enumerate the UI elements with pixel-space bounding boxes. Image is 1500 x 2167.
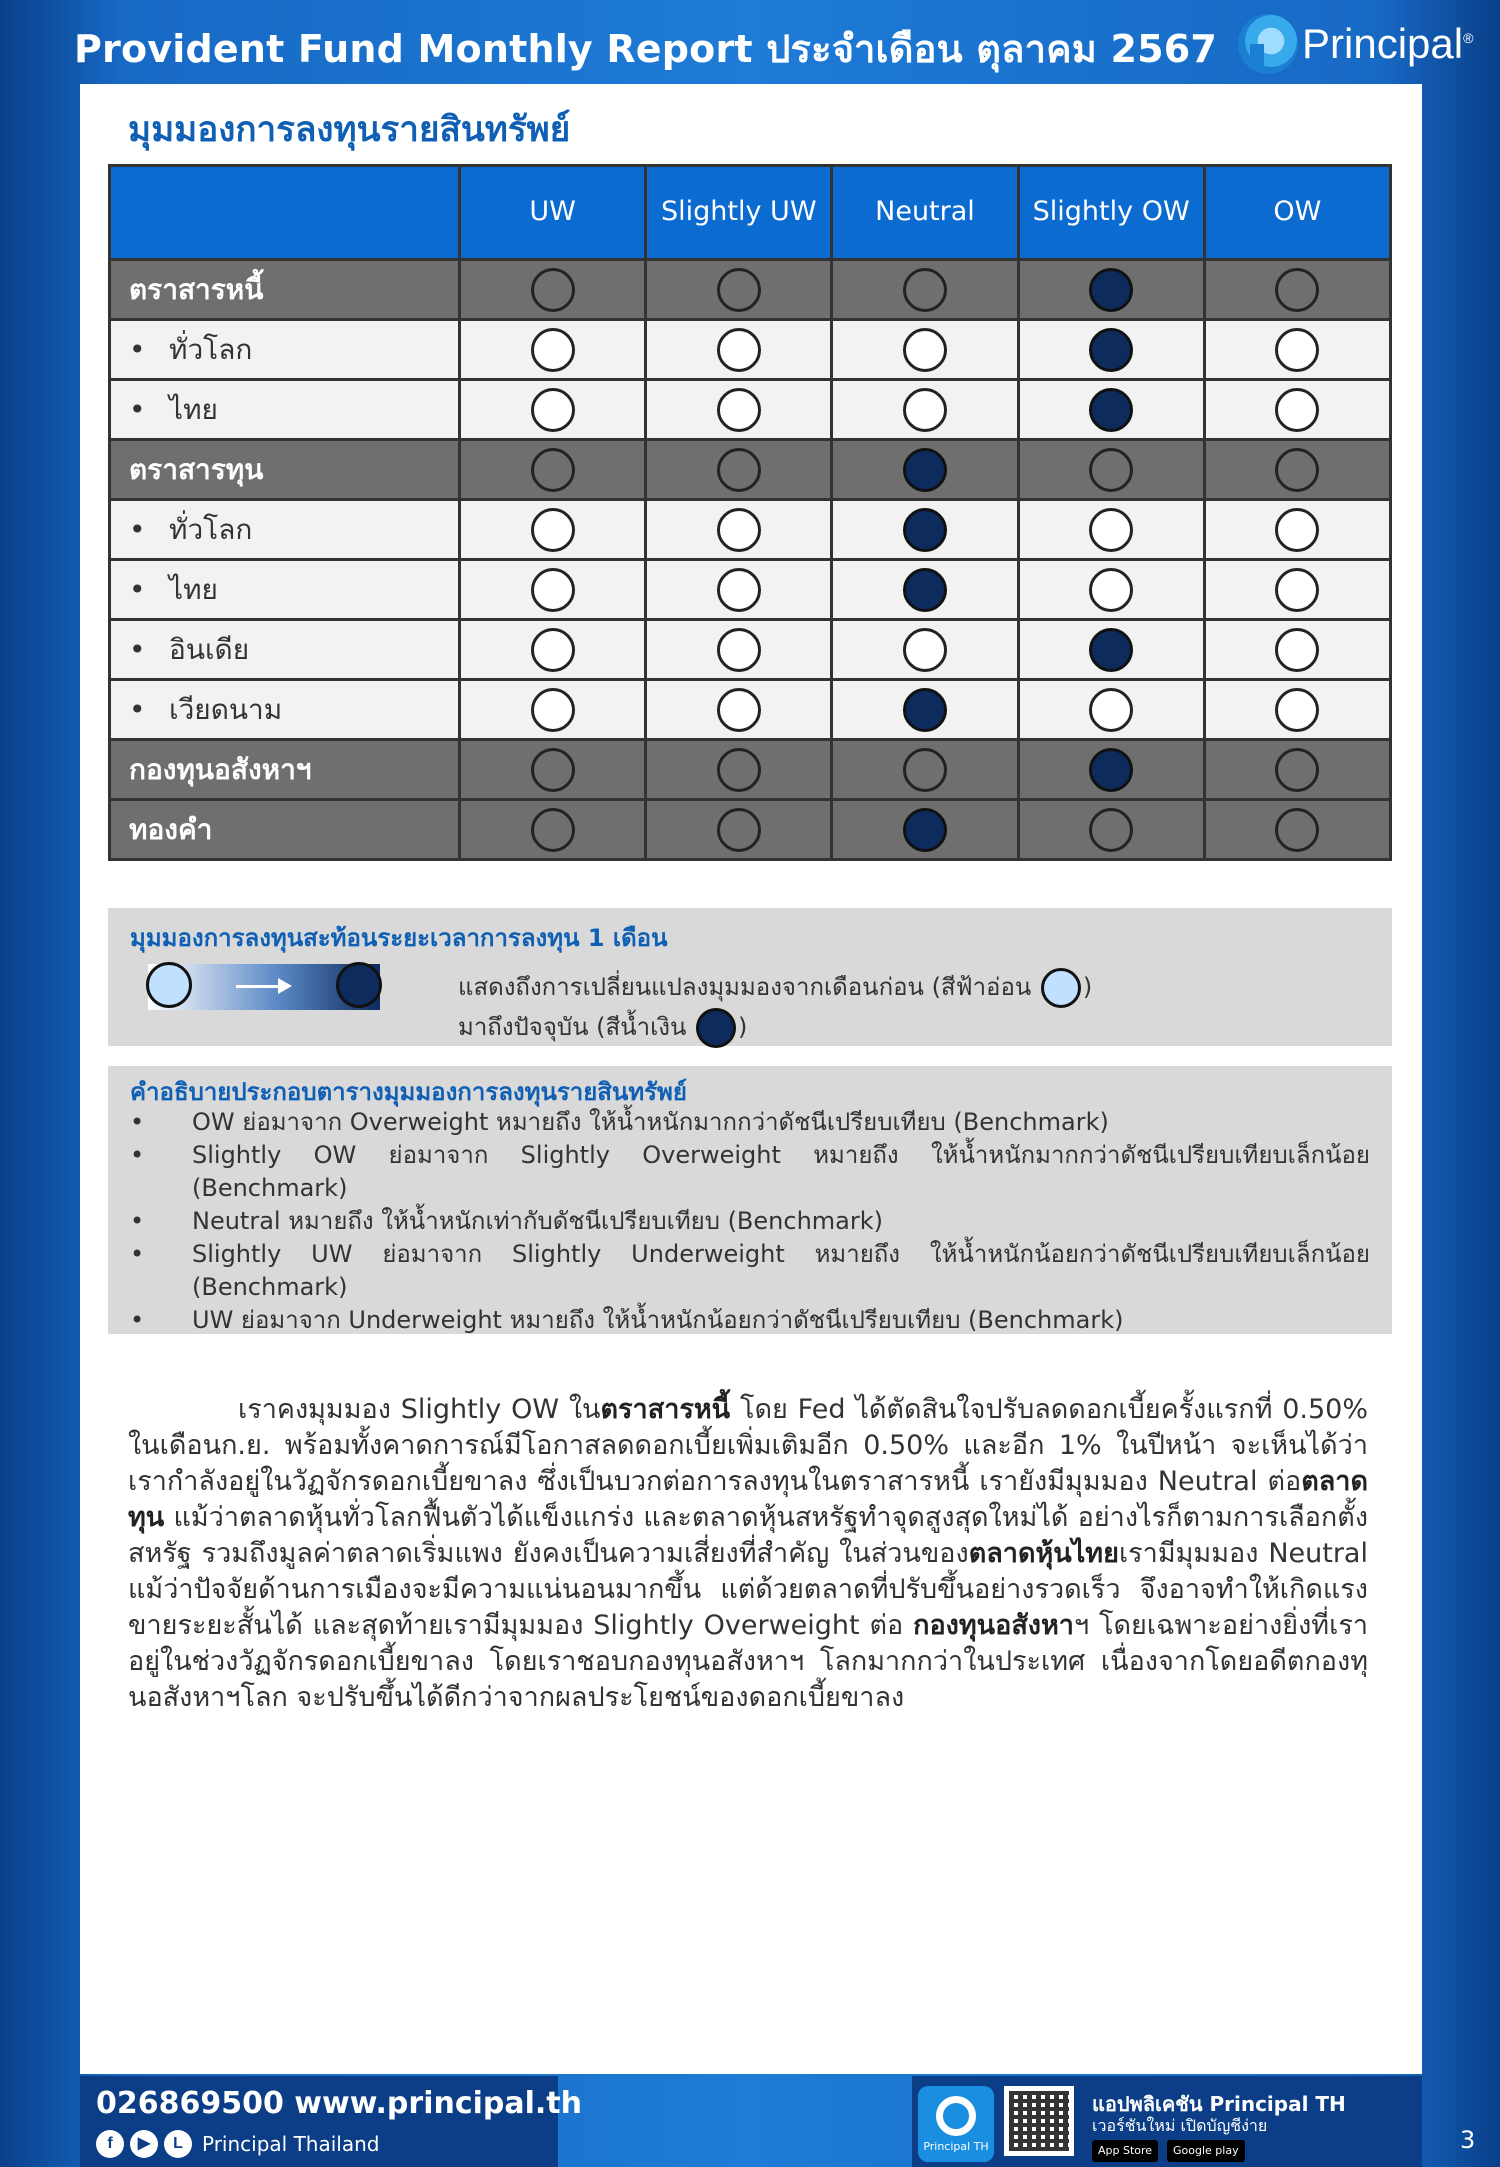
view-dot-icon bbox=[1089, 448, 1133, 492]
view-dot-icon bbox=[717, 508, 761, 552]
view-dot-icon bbox=[531, 388, 575, 432]
row-label: ตราสารทุน bbox=[110, 440, 460, 500]
view-cell bbox=[832, 680, 1018, 740]
col-slightly-ow: Slightly OW bbox=[1018, 166, 1204, 260]
view-dot-icon bbox=[903, 628, 947, 672]
view-dot-icon bbox=[717, 448, 761, 492]
row-label: กองทุนอสังหาฯ bbox=[110, 740, 460, 800]
definition-item: • Slightly UW ย่อมาจาก Slightly Underweight หมายถึง ให้น้ำหนักน้อยกว่าดัชนีเปรียบเทียบเล็กน้อย (Benchmark) bbox=[130, 1238, 1370, 1304]
view-dot-icon bbox=[1089, 808, 1133, 852]
report-page bbox=[80, 84, 1422, 2074]
view-cell bbox=[460, 500, 646, 560]
view-cell bbox=[832, 740, 1018, 800]
view-cell bbox=[646, 500, 832, 560]
view-dot-icon bbox=[531, 268, 575, 312]
row-label: • ทั่วโลก bbox=[110, 320, 460, 380]
view-dot-icon bbox=[717, 808, 761, 852]
view-dot-icon bbox=[717, 268, 761, 312]
commentary-paragraph: เราคงมุมมอง Slightly OW ในตราสารหนี้ โดย Fed ได้ตัดสินใจปรับลดดอกเบี้ยครั้งแรกที่ 0.50% ในเดือนก.ย. พร้อมทั้งคาดการณ์มีโอกาสลดดอกเบี้ยเพิ่มเติมอีก 0.50% และอีก 1% ในปีหน้า จะเห็นได้ว่าเรากำลังอยู่ในวัฏจักรดอกเบี้ยขาลง ซึ่งเป็นบวกต่อการลงทุนในตราสารหนี้ เรายังมีมุมมอง Neutral ต่อตลาดทุน แม้ว่าตลาดหุ้นทั่วโลกฟื้นตัวได้แข็งแกร่ง และตลาดหุ้นสหรัฐทำจุดสูงสุดใหม่ได้ อย่างไรก็ตามการเลือกตั้งสหรัฐ รวมถึงมูลค่าตลาดเริ่มแพง ยังคงเป็นความเสี่ยงที่สำคัญ ในส่วนของตลาดหุ้นไทยเรามีมุมมอง Neutral แม้ว่าปัจจัยด้านการเมืองจะมีความแน่นอนมากขึ้น แต่ด้วยตลาดที่ปรับขึ้นอย่างรวดเร็ว จึงอาจทำให้เกิดแรงขายระยะสั้นได้ และสุดท้ายเรามีมุมมอง Slightly Overweight ต่อ กองทุนอสังหาฯ โดยเฉพาะอย่างยิ่งที่เราอยู่ในช่วงวัฏจักรดอกเบี้ยขาลง โดยเราชอบกองทุนอสังหาฯ โลกมากกว่าในประเทศ เนื่องจากโดยอดีตกองทุนอสังหาฯโลก จะปรับขึ้นได้ดีกว่าจากผลประโยชน์ของดอกเบี้ยขาลง bbox=[128, 1394, 1368, 1713]
view-dot-icon bbox=[1275, 808, 1319, 852]
definition-item: • UW ย่อมาจาก Underweight หมายถึง ให้น้ำหนักน้อยกว่าดัชนีเปรียบเทียบ (Benchmark) bbox=[130, 1304, 1370, 1337]
principal-app-icon[interactable]: Principal TH bbox=[918, 2086, 994, 2162]
view-cell bbox=[646, 740, 832, 800]
view-cell bbox=[1018, 380, 1204, 440]
principal-logo-icon bbox=[1238, 14, 1298, 74]
current-view-swatch-icon bbox=[696, 1008, 736, 1048]
view-cell bbox=[460, 560, 646, 620]
view-dot-icon bbox=[1275, 568, 1319, 612]
selected-view-dot-icon bbox=[1089, 388, 1133, 432]
view-cell bbox=[646, 560, 832, 620]
view-cell bbox=[1204, 560, 1390, 620]
view-dot-icon bbox=[717, 328, 761, 372]
definitions-title: คำอธิบายประกอบตารางมุมมองการลงทุนรายสินทรัพย์ bbox=[130, 1078, 687, 1106]
view-cell bbox=[1204, 500, 1390, 560]
view-dot-icon bbox=[1275, 748, 1319, 792]
brand: Principal® bbox=[1238, 14, 1473, 74]
view-cell bbox=[1204, 440, 1390, 500]
selected-view-dot-icon bbox=[1089, 268, 1133, 312]
app-subtitle: เวอร์ชันใหม่ เปิดบัญชีง่าย bbox=[1092, 2116, 1268, 2135]
row-label: ตราสารหนี้ bbox=[110, 260, 460, 320]
definitions-list bbox=[130, 1106, 1370, 1337]
view-cell bbox=[646, 380, 832, 440]
definition-item: • Neutral หมายถึง ให้น้ำหนักเท่ากับดัชนีเปรียบเทียบ (Benchmark) bbox=[130, 1205, 1370, 1238]
view-dot-icon bbox=[1275, 328, 1319, 372]
view-dot-icon bbox=[717, 388, 761, 432]
asset-allocation-table bbox=[108, 164, 1392, 861]
row-label: • เวียดนาม bbox=[110, 680, 460, 740]
view-cell bbox=[832, 440, 1018, 500]
view-cell bbox=[646, 320, 832, 380]
view-cell bbox=[646, 680, 832, 740]
view-dot-icon bbox=[531, 628, 575, 672]
view-cell bbox=[1204, 680, 1390, 740]
view-cell bbox=[1204, 380, 1390, 440]
view-cell bbox=[460, 260, 646, 320]
view-cell bbox=[460, 740, 646, 800]
view-dot-icon bbox=[903, 268, 947, 312]
view-dot-icon bbox=[903, 388, 947, 432]
footer-contact bbox=[80, 2076, 583, 2167]
view-dot-icon bbox=[903, 748, 947, 792]
table-row bbox=[110, 620, 1391, 680]
selected-view-dot-icon bbox=[1089, 748, 1133, 792]
legend-text: แสดงถึงการเปลี่ยนแปลงมุมมองจากเดือนก่อน (สีฟ้าอ่อน ) มาถึงปัจจุบัน (สีน้ำเงิน ) bbox=[458, 968, 1092, 1048]
view-dot-icon bbox=[717, 628, 761, 672]
view-dot-icon bbox=[531, 568, 575, 612]
view-dot-icon bbox=[531, 688, 575, 732]
contact-phone-website[interactable]: 026869500 www.principal.th bbox=[96, 2086, 583, 2121]
view-dot-icon bbox=[1275, 388, 1319, 432]
section-title: มุมมองการลงทุนรายสินทรัพย์ bbox=[128, 110, 571, 150]
view-cell bbox=[832, 800, 1018, 860]
view-cell bbox=[832, 320, 1018, 380]
table-row bbox=[110, 560, 1391, 620]
view-cell bbox=[460, 620, 646, 680]
selected-view-dot-icon bbox=[903, 808, 947, 852]
col-uw: UW bbox=[460, 166, 646, 260]
view-dot-icon bbox=[1275, 268, 1319, 312]
view-dot-icon bbox=[531, 448, 575, 492]
view-cell bbox=[1018, 800, 1204, 860]
view-cell bbox=[832, 380, 1018, 440]
selected-view-dot-icon bbox=[903, 508, 947, 552]
legend-line1: แสดงถึงการเปลี่ยนแปลงมุมมองจากเดือนก่อน (สีฟ้าอ่อน bbox=[458, 973, 1032, 1001]
table-row bbox=[110, 380, 1391, 440]
line-icon[interactable]: L bbox=[164, 2130, 192, 2158]
definition-item: • Slightly OW ย่อมาจาก Slightly Overweight หมายถึง ให้น้ำหนักมากกว่าดัชนีเปรียบเทียบเล็กน้อย (Benchmark) bbox=[130, 1139, 1370, 1205]
view-cell bbox=[460, 440, 646, 500]
corner-cell bbox=[110, 166, 460, 260]
col-neutral: Neutral bbox=[832, 166, 1018, 260]
social-links bbox=[96, 2130, 379, 2158]
selected-view-dot-icon bbox=[903, 688, 947, 732]
selected-view-dot-icon bbox=[1089, 628, 1133, 672]
app-store-badge[interactable]: App Store bbox=[1092, 2140, 1158, 2162]
row-label: • อินเดีย bbox=[110, 620, 460, 680]
view-dot-icon bbox=[1275, 448, 1319, 492]
view-cell bbox=[1018, 320, 1204, 380]
social-label: Principal Thailand bbox=[202, 2132, 380, 2156]
row-label: ทองคำ bbox=[110, 800, 460, 860]
report-title: Provident Fund Monthly Report ประจำเดือน ตุลาคม 2567 bbox=[74, 27, 1218, 71]
view-cell bbox=[1018, 680, 1204, 740]
view-cell bbox=[1018, 500, 1204, 560]
view-dot-icon bbox=[1275, 508, 1319, 552]
youtube-icon[interactable]: ▶ bbox=[130, 2130, 158, 2158]
view-cell bbox=[646, 800, 832, 860]
table-row bbox=[110, 440, 1391, 500]
view-cell bbox=[646, 440, 832, 500]
view-cell bbox=[460, 800, 646, 860]
legend-line2: มาถึงปัจจุบัน (สีน้ำเงิน bbox=[458, 1013, 687, 1041]
definition-item: • OW ย่อมาจาก Overweight หมายถึง ให้น้ำหนักมากกว่าดัชนีเปรียบเทียบ (Benchmark) bbox=[130, 1106, 1370, 1139]
report-header bbox=[0, 0, 1500, 88]
view-dot-icon bbox=[1089, 508, 1133, 552]
view-cell bbox=[1204, 740, 1390, 800]
brand-name: Principal bbox=[1302, 20, 1464, 67]
view-cell bbox=[832, 260, 1018, 320]
selected-view-dot-icon bbox=[903, 448, 947, 492]
legend-box bbox=[108, 908, 1392, 1046]
view-cell bbox=[1204, 260, 1390, 320]
view-dot-icon bbox=[531, 508, 575, 552]
view-cell bbox=[832, 620, 1018, 680]
view-dot-icon bbox=[531, 808, 575, 852]
view-dot-icon bbox=[531, 748, 575, 792]
view-cell bbox=[832, 560, 1018, 620]
previous-view-swatch-icon bbox=[1041, 968, 1081, 1008]
view-cell bbox=[1018, 260, 1204, 320]
view-cell bbox=[1018, 740, 1204, 800]
app-title: แอปพลิเคชัน Principal TH bbox=[1092, 2092, 1346, 2116]
view-dot-icon bbox=[531, 328, 575, 372]
view-cell bbox=[460, 680, 646, 740]
table-header-row bbox=[110, 166, 1391, 260]
selected-view-dot-icon bbox=[1089, 328, 1133, 372]
col-ow: OW bbox=[1204, 166, 1390, 260]
table-row bbox=[110, 800, 1391, 860]
col-slightly-uw: Slightly UW bbox=[646, 166, 832, 260]
view-dot-icon bbox=[717, 568, 761, 612]
table-row bbox=[110, 320, 1391, 380]
view-cell bbox=[460, 380, 646, 440]
google-play-badge[interactable]: Google play bbox=[1167, 2140, 1245, 2162]
row-label: • ไทย bbox=[110, 560, 460, 620]
selected-view-dot-icon bbox=[903, 568, 947, 612]
view-cell bbox=[1018, 620, 1204, 680]
table-row bbox=[110, 500, 1391, 560]
view-dot-icon bbox=[717, 748, 761, 792]
table-row bbox=[110, 260, 1391, 320]
table-row bbox=[110, 680, 1391, 740]
facebook-icon[interactable]: f bbox=[96, 2130, 124, 2158]
row-label: • ทั่วโลก bbox=[110, 500, 460, 560]
table-row bbox=[110, 740, 1391, 800]
footer-app-promo bbox=[912, 2076, 1422, 2167]
view-cell bbox=[1204, 620, 1390, 680]
view-cell bbox=[1204, 320, 1390, 380]
view-cell bbox=[646, 620, 832, 680]
view-cell bbox=[1204, 800, 1390, 860]
view-dot-icon bbox=[717, 688, 761, 732]
definitions-box bbox=[108, 1066, 1392, 1334]
view-cell bbox=[832, 500, 1018, 560]
qr-code-icon bbox=[1004, 2086, 1074, 2156]
view-cell bbox=[1018, 560, 1204, 620]
view-dot-icon bbox=[903, 328, 947, 372]
view-dot-icon bbox=[1275, 688, 1319, 732]
view-dot-icon bbox=[1089, 688, 1133, 732]
legend-title: มุมมองการลงทุนสะท้อนระยะเวลาการลงทุน 1 เดือน bbox=[130, 924, 668, 952]
view-change-arrow-icon bbox=[148, 964, 380, 1010]
view-dot-icon bbox=[1275, 628, 1319, 672]
page-number: 3 bbox=[1460, 2126, 1476, 2154]
view-dot-icon bbox=[1089, 568, 1133, 612]
view-cell bbox=[1018, 440, 1204, 500]
row-label: • ไทย bbox=[110, 380, 460, 440]
view-cell bbox=[646, 260, 832, 320]
view-cell bbox=[460, 320, 646, 380]
